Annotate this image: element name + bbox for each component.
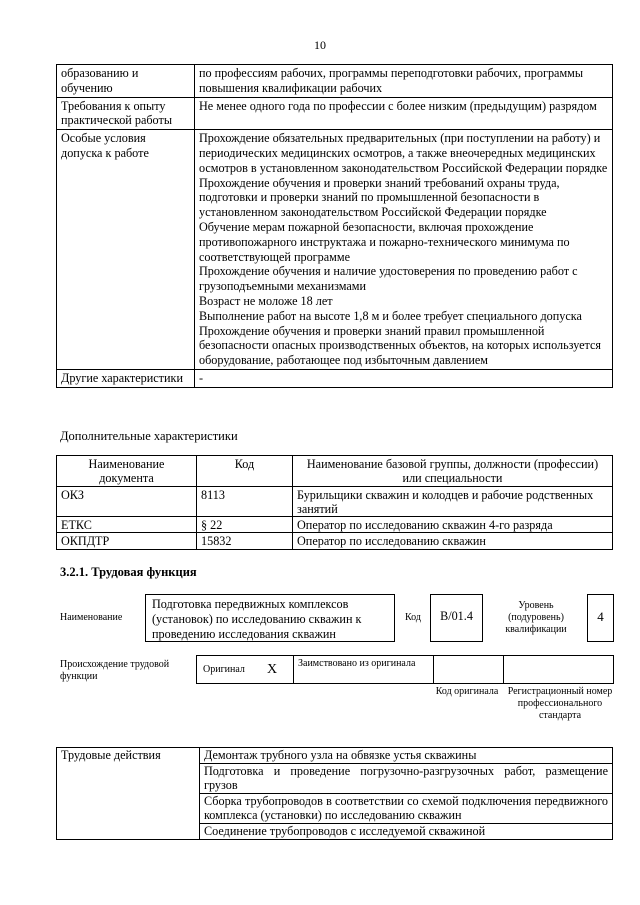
- row-label: Требования к опыту практической работы: [57, 97, 195, 130]
- action-item: Сборка трубопроводов в соответствии со схемой подключения передвижного комплекса (установки) по исследованию скважин: [200, 793, 613, 823]
- borrowed-label: Заимствовано из оригинала: [298, 658, 416, 669]
- original-mark: X: [267, 662, 278, 677]
- original-cell: [196, 655, 293, 684]
- name-label: Наименование: [60, 612, 123, 623]
- group-cell: Бурильщики скважин и колодцев и рабочие родственных занятий: [293, 486, 613, 517]
- row-label: Особые условия допуска к работе: [57, 130, 195, 370]
- condition-item: Прохождение обязательных предварительных (при поступлении на работу) и периодических медицинских осмотров, а также внеочередных медицинских осмотров в установленном законодательством Российской Федерации порядке: [199, 131, 608, 175]
- labor-actions-table: [56, 747, 613, 840]
- table-row: [57, 369, 613, 387]
- additional-title: Дополнительные характеристики: [60, 429, 238, 443]
- row-value: -: [195, 369, 613, 387]
- additional-table: [56, 455, 613, 550]
- original-label: Оригинал: [203, 664, 245, 675]
- level-label: Уровень (подуровень) квалификации: [505, 600, 567, 635]
- table-row: [57, 65, 613, 98]
- code-label: Код: [405, 612, 421, 623]
- code-cell: 8113: [197, 486, 293, 517]
- code-cell: 15832: [197, 533, 293, 549]
- action-item: Демонтаж трубного узла на обвязке устья скважины: [200, 748, 613, 764]
- function-code-box: В/01.4: [430, 594, 483, 642]
- table-row: [57, 486, 613, 517]
- header-doc-name: Наименование документа: [57, 456, 197, 487]
- condition-item: Возраст не моложе 18 лет: [199, 293, 333, 308]
- origin-label: Происхождение трудовой функции: [60, 659, 170, 682]
- action-item: Соединение трубопроводов с исследуемой скважиной: [200, 823, 613, 839]
- table-row: [57, 517, 613, 533]
- doc-cell: ОКЗ: [57, 486, 197, 517]
- reg-number-cell: [504, 655, 614, 684]
- function-name-box: Подготовка передвижных комплексов (установок) по исследованию скважин к проведению исследования скважин: [145, 594, 395, 642]
- table-row: [57, 748, 613, 764]
- code-cell: § 22: [197, 517, 293, 533]
- doc-cell: ЕТКС: [57, 517, 197, 533]
- code-original-caption: Код оригинала: [435, 686, 499, 697]
- function-heading: 3.2.1. Трудовая функция: [60, 565, 197, 579]
- table-row: [57, 533, 613, 549]
- reg-number-caption: Регистрационный номер профессионального стандарта: [507, 686, 613, 721]
- table-header-row: [57, 456, 613, 487]
- row-label: Другие характеристики: [57, 369, 195, 387]
- header-group-name: Наименование базовой группы, должности (профессии) или специальности: [293, 456, 613, 487]
- condition-item: Обучение мерам пожарной безопасности, включая прохождение противопожарного инструктажа и пожарно-технического минимума по соответствующей программе: [199, 219, 570, 264]
- action-item: Подготовка и проведение погрузочно-разгрузочных работ, размещение грузов: [200, 763, 613, 793]
- actions-label: Трудовые действия: [57, 748, 200, 840]
- page-number: 10: [314, 38, 326, 52]
- row-value: [195, 130, 613, 370]
- table-row: [57, 97, 613, 130]
- doc-cell: ОКПДТР: [57, 533, 197, 549]
- condition-item: Прохождение обучения и наличие удостоверения по проведению работ с грузоподъемными механизмами: [199, 264, 578, 294]
- level-box: 4: [587, 594, 614, 642]
- table-row: [57, 130, 613, 370]
- condition-item: Выполнение работ на высоте 1,8 м и более требует специального допуска: [199, 308, 582, 323]
- condition-item: Прохождение обучения и проверки знаний правил промышленной безопасности опасных производственных объектов, на которых используется оборудование, работающее под избыточным давлением: [199, 323, 602, 368]
- row-label: образованию и обучению: [57, 65, 195, 98]
- borrowed-cell: [293, 655, 434, 684]
- code-original-cell: [434, 655, 504, 684]
- header-code: Код: [197, 456, 293, 487]
- row-value: Не менее одного года по профессии с более низким (предыдущим) разрядом: [195, 97, 613, 130]
- row-value: по профессиям рабочих, программы переподготовки рабочих, программы повышения квалификации рабочих: [195, 65, 613, 98]
- condition-item: Прохождение обучения и проверки знаний требований охраны труда, подготовки и проверки знаний по промышленной безопасности в установленном законодательством Российской Федерации порядке: [199, 175, 560, 220]
- origin-row: [196, 655, 614, 684]
- requirements-table: [56, 64, 613, 388]
- group-cell: Оператор по исследованию скважин 4-го разряда: [293, 517, 613, 533]
- group-cell: Оператор по исследованию скважин: [293, 533, 613, 549]
